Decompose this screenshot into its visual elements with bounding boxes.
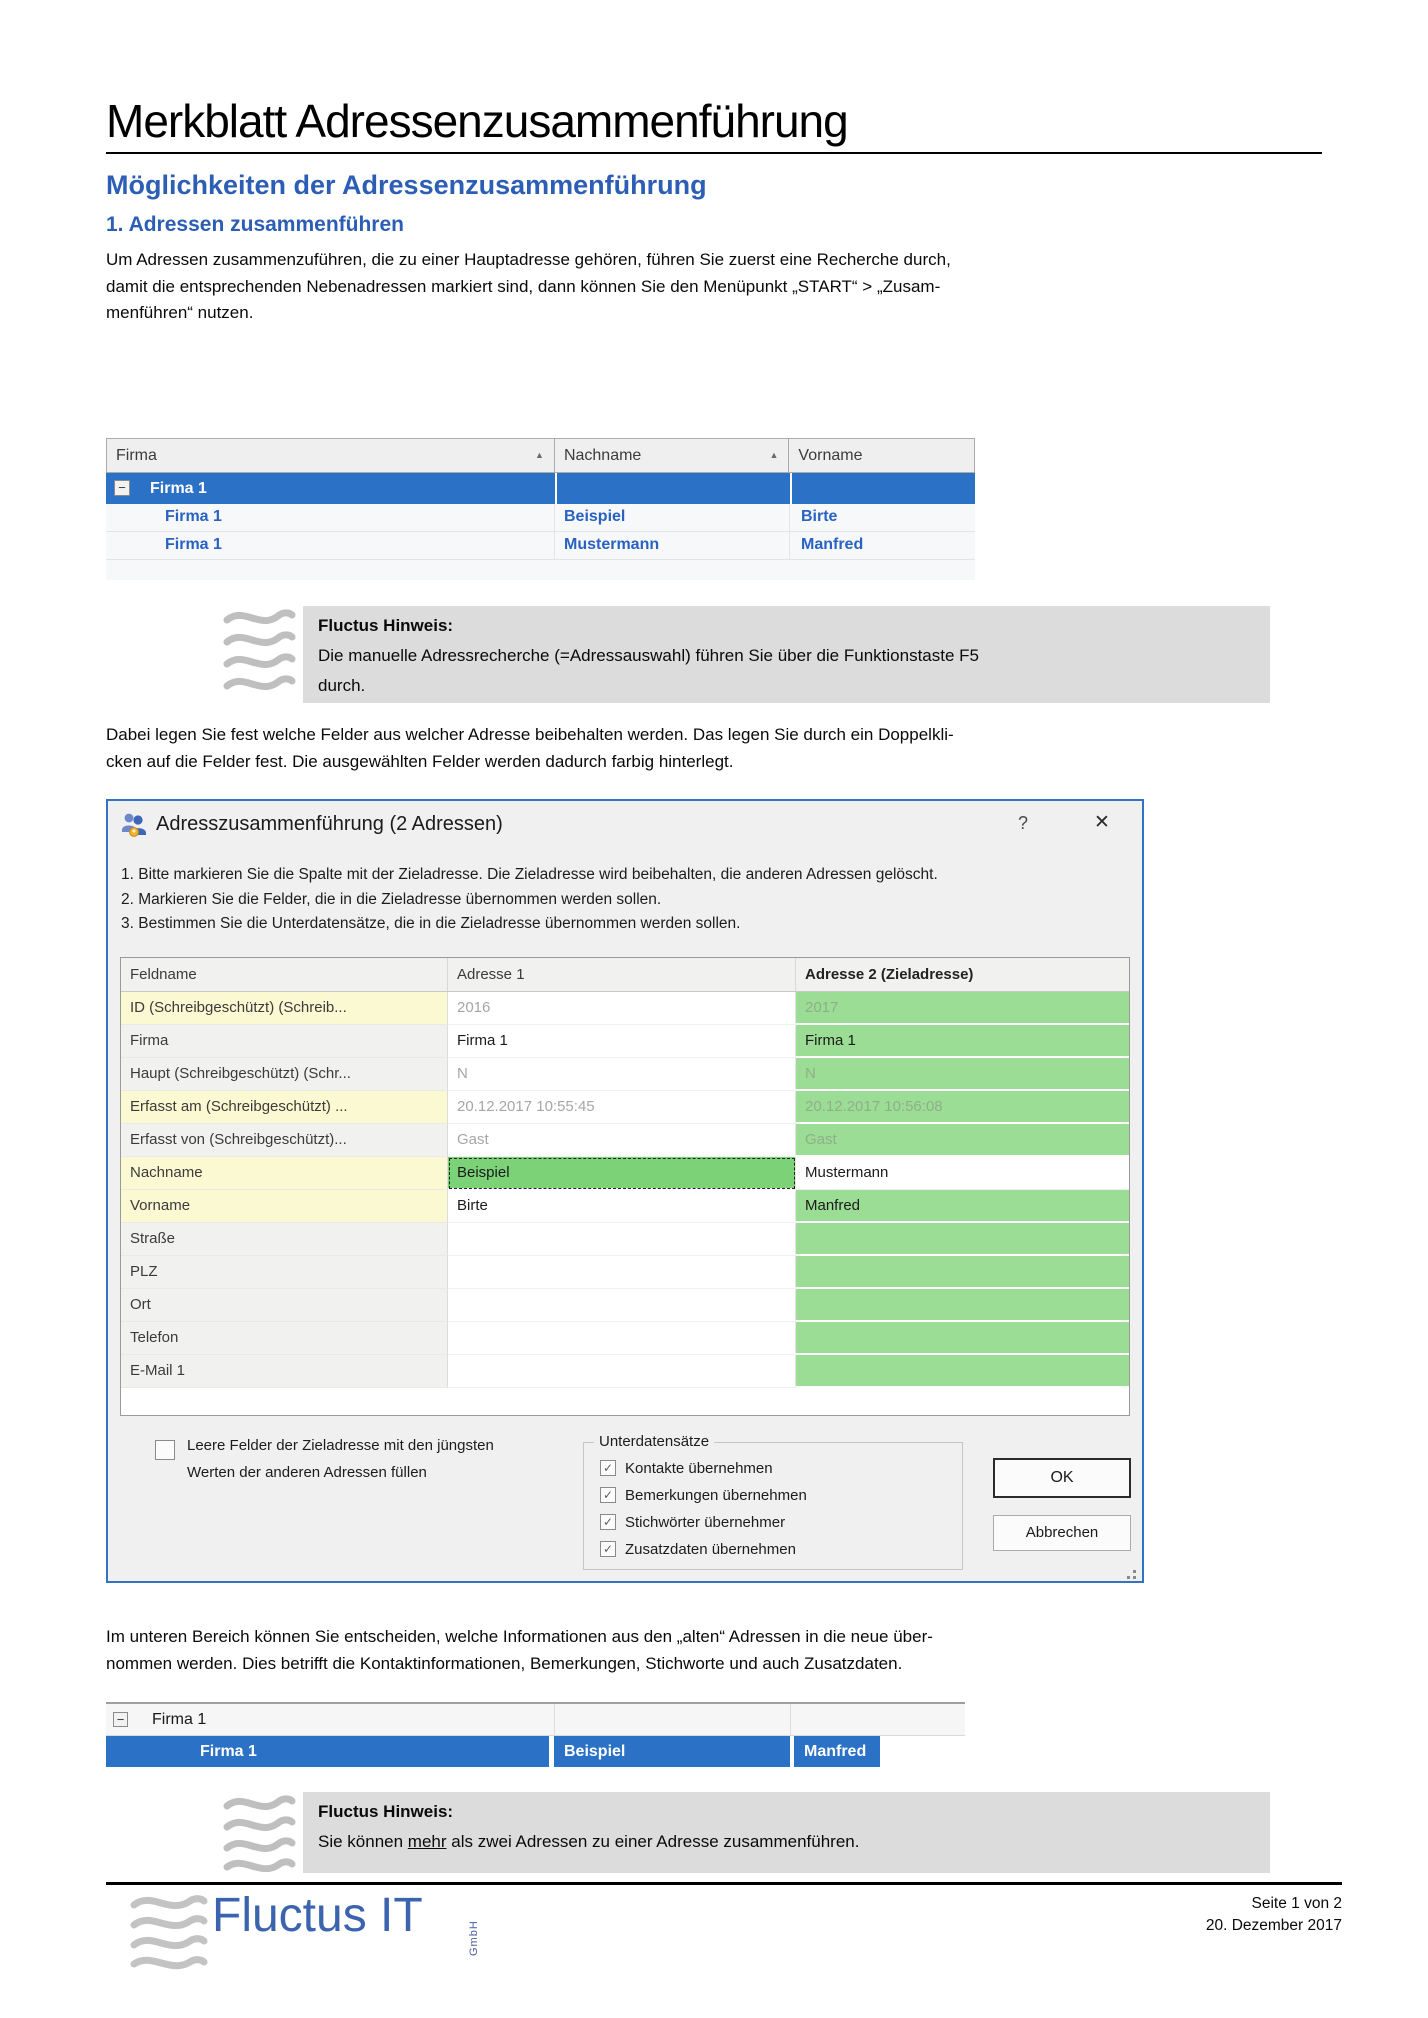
help-button[interactable]: ? [1017,813,1028,833]
text-line: durch. [318,676,366,695]
address1-cell[interactable] [448,1322,796,1355]
field-row-email [121,1355,1129,1388]
field-row-id [121,992,1129,1025]
field-row-ort [121,1289,1129,1322]
ok-button[interactable]: OK [993,1458,1131,1498]
field-name: PLZ [121,1256,448,1289]
fill-empty-fields-label [187,1432,494,1486]
body-paragraph [106,247,951,327]
table-row[interactable] [106,532,975,560]
text-line: 3. Bestimmen Sie die Unterdatensätze, die in die Zieladresse übernommen werden sollen. [121,915,741,932]
cell-vorname[interactable]: Manfred [801,536,864,553]
address2-cell[interactable] [796,1355,1129,1388]
merged-address-table [106,1702,965,1767]
table-header-row [106,438,975,473]
field-name: E-Mail 1 [121,1355,448,1388]
sort-asc-icon[interactable]: ▲ [535,450,544,460]
field-row-telefon [121,1322,1129,1355]
address1-cell[interactable]: 20.12.2017 10:55:45 [448,1091,796,1124]
column-header-adresse1[interactable]: Adresse 1 [448,958,796,991]
footer-date: 20. Dezember 2017 [1205,1917,1342,1934]
field-name: Ort [121,1289,448,1322]
collapse-expander-icon[interactable]: − [113,1712,128,1727]
column-header-feldname[interactable]: Feldname [121,958,448,991]
cell-vorname[interactable]: Birte [801,508,838,525]
cell-vorname[interactable]: Manfred [804,1743,867,1760]
sort-asc-icon[interactable]: ▲ [769,450,779,460]
text-line: 1. Bitte markieren Sie die Spalte mit der Zieladresse. Die Zieladresse wird beibehalten, die anderen Adressen gelöscht. [121,866,938,883]
address2-cell[interactable]: Firma 1 [796,1025,1129,1058]
merge-contacts-icon [120,810,148,838]
field-merge-table [120,957,1130,1416]
cell-nachname[interactable]: Mustermann [555,532,790,559]
dialog-title: Adresszusammenführung (2 Adressen) [156,813,503,835]
address2-cell[interactable]: 20.12.2017 10:56:08 [796,1091,1129,1124]
field-name: Telefon [121,1322,448,1355]
checkbox-checked-icon[interactable]: ✓ [600,1541,616,1557]
field-name: ID (Schreibgeschützt) (Schreib... [121,992,448,1025]
hinweis-title: Fluctus Hinweis: [318,616,454,635]
table-row[interactable] [106,504,975,532]
footer-rule [106,1882,1342,1885]
address1-cell[interactable]: N [448,1058,796,1091]
column-header-vorname[interactable]: Vorname [798,447,863,464]
dialog-titlebar[interactable] [108,801,1142,847]
title-rule [106,152,1322,154]
field-name: Erfasst am (Schreibgeschützt) ... [121,1091,448,1124]
group-row-label: Firma 1 [152,1711,207,1728]
address1-cell[interactable]: 2016 [448,992,796,1025]
underlined-word: mehr [407,1832,447,1851]
text-line: Werten der anderen Adressen füllen [187,1464,427,1481]
section-heading: Möglichkeiten der Adressenzusammenführung [106,170,707,200]
address2-cell[interactable] [796,1289,1129,1322]
group-row-label: Firma 1 [150,480,207,497]
field-row-haupt [121,1058,1129,1091]
body-paragraph [106,722,954,775]
address1-cell-selected[interactable]: Beispiel [448,1157,796,1190]
text-line: Die manuelle Adressrecherche (=Adressauswahl) führen Sie über die Funktionstaste F5 [318,646,979,665]
field-name: Straße [121,1223,448,1256]
text-line: menführen“ nutzen. [106,303,254,322]
cell-nachname[interactable]: Beispiel [555,504,790,531]
address2-cell[interactable]: N [796,1058,1129,1091]
address1-cell[interactable]: Gast [448,1124,796,1157]
page-title: Merkblatt Adressenzusammenführung [106,95,848,147]
field-name: Vorname [121,1190,448,1223]
unterdatensaetze-groupbox: Unterdatensätze ✓ Kontakte übernehmen ✓ Bemerkungen übernehmen ✓ Stichwörter übernehmer ✓ Zusatzdaten übernehmen [583,1442,963,1570]
hinweis-box [303,606,1270,703]
text-line: Im unteren Bereich können Sie entscheiden, welche Informationen aus den „alten“ Adressen in die neue über- [106,1627,933,1646]
cell-firma[interactable]: Firma 1 [106,504,555,531]
cell-nachname[interactable]: Beispiel [564,1743,626,1760]
table-row-cut [106,560,975,580]
field-name: Erfasst von (Schreibgeschützt)... [121,1124,448,1157]
address2-cell[interactable]: Manfred [796,1190,1129,1223]
field-name: Haupt (Schreibgeschützt) (Schr... [121,1058,448,1091]
text-line: Leere Felder der Zieladresse mit den jüngsten [187,1437,494,1454]
hinweis-title: Fluctus Hinweis: [318,1802,454,1821]
group-row-selected[interactable] [106,473,975,504]
fluctus-logo-waves-icon [128,1893,208,1971]
column-header-nachname[interactable]: Nachname ▲ [555,439,789,472]
cancel-button[interactable]: Abbrechen [993,1515,1131,1551]
text-line: Sie können mehr als zwei Adressen zu einer Adresse zusammenführen. [318,1832,860,1851]
table-header-row [121,958,1129,992]
subsection-heading: 1. Adressen zusammenführen [106,213,404,236]
address2-cell[interactable]: Gast [796,1124,1129,1157]
column-header-adresse2[interactable]: Adresse 2 (Zieladresse) [805,966,974,983]
text-line: Dabei legen Sie fest welche Felder aus welcher Adresse beibehalten werden. Das legen Sie durch ein Doppelkli- [106,725,954,744]
fluctus-waves-icon [222,1794,296,1872]
column-header-firma[interactable]: Firma ▲ [107,439,555,472]
field-row-strasse [121,1223,1129,1256]
collapse-expander-icon[interactable]: − [114,480,130,496]
dialog-instructions [121,863,938,937]
checkbox-checked-icon[interactable]: ✓ [600,1487,616,1503]
checkbox-checked-icon[interactable]: ✓ [600,1514,616,1530]
hinweis-box [303,1792,1270,1873]
address1-cell[interactable]: Birte [448,1190,796,1223]
cell-firma[interactable]: Firma 1 [106,532,555,559]
field-row-erfasst-am [121,1091,1129,1124]
field-row-plz [121,1256,1129,1289]
fill-empty-fields-checkbox[interactable] [155,1440,175,1460]
address2-cell[interactable] [796,1322,1129,1355]
address1-cell[interactable] [448,1223,796,1256]
text-line: damit die entsprechenden Nebenadressen markiert sind, dann können Sie den Menüpunkt „START“ > „Zusam- [106,276,941,296]
address2-cell[interactable] [796,1223,1129,1256]
text-line: 2. Markieren Sie die Felder, die in die Zieladresse übernommen werden sollen. [121,890,662,908]
groupbox-label: Unterdatensätze [594,1433,714,1450]
address1-cell[interactable]: Firma 1 [448,1025,796,1058]
address2-cell[interactable] [796,1256,1129,1289]
group-row[interactable] [106,1702,965,1736]
body-paragraph [106,1624,933,1677]
checkbox-checked-icon[interactable]: ✓ [600,1460,616,1476]
field-name: Nachname [121,1157,448,1190]
text-line: Um Adressen zusammenzuführen, die zu einer Hauptadresse gehören, führen Sie zuerst eine Recherche durch, [106,250,951,269]
address1-cell[interactable] [448,1289,796,1322]
field-row-firma [121,1025,1129,1058]
close-icon[interactable]: ✕ [1094,812,1110,833]
page-number: Seite 1 von 2 [1251,1895,1342,1912]
address2-cell[interactable]: Mustermann [796,1157,1129,1190]
merge-dialog-window [106,799,1144,1583]
field-row-erfasst-von [121,1124,1129,1157]
text-line: nommen werden. Dies betrifft die Kontaktinformationen, Bemerkungen, Stichworte und auch Zusatzdaten. [106,1653,903,1673]
merged-row-selected[interactable] [106,1736,965,1767]
address1-cell[interactable] [448,1355,796,1388]
address-list-table [106,438,975,580]
fluctus-logo-text: Fluctus IT [212,1889,423,1942]
field-row-vorname [121,1190,1129,1223]
cell-firma[interactable]: Firma 1 [200,1743,257,1760]
address1-cell[interactable] [448,1256,796,1289]
field-name: Firma [121,1025,448,1058]
resize-grip[interactable] [1133,1570,1136,1573]
logo-gmbh-text: GmbH [468,1920,480,1956]
field-row-nachname [121,1157,1129,1190]
fluctus-waves-icon [222,606,296,700]
text-line: cken auf die Felder fest. Die ausgewählten Felder werden dadurch farbig hinterlegt. [106,751,734,771]
address2-cell[interactable]: 2017 [796,992,1129,1025]
